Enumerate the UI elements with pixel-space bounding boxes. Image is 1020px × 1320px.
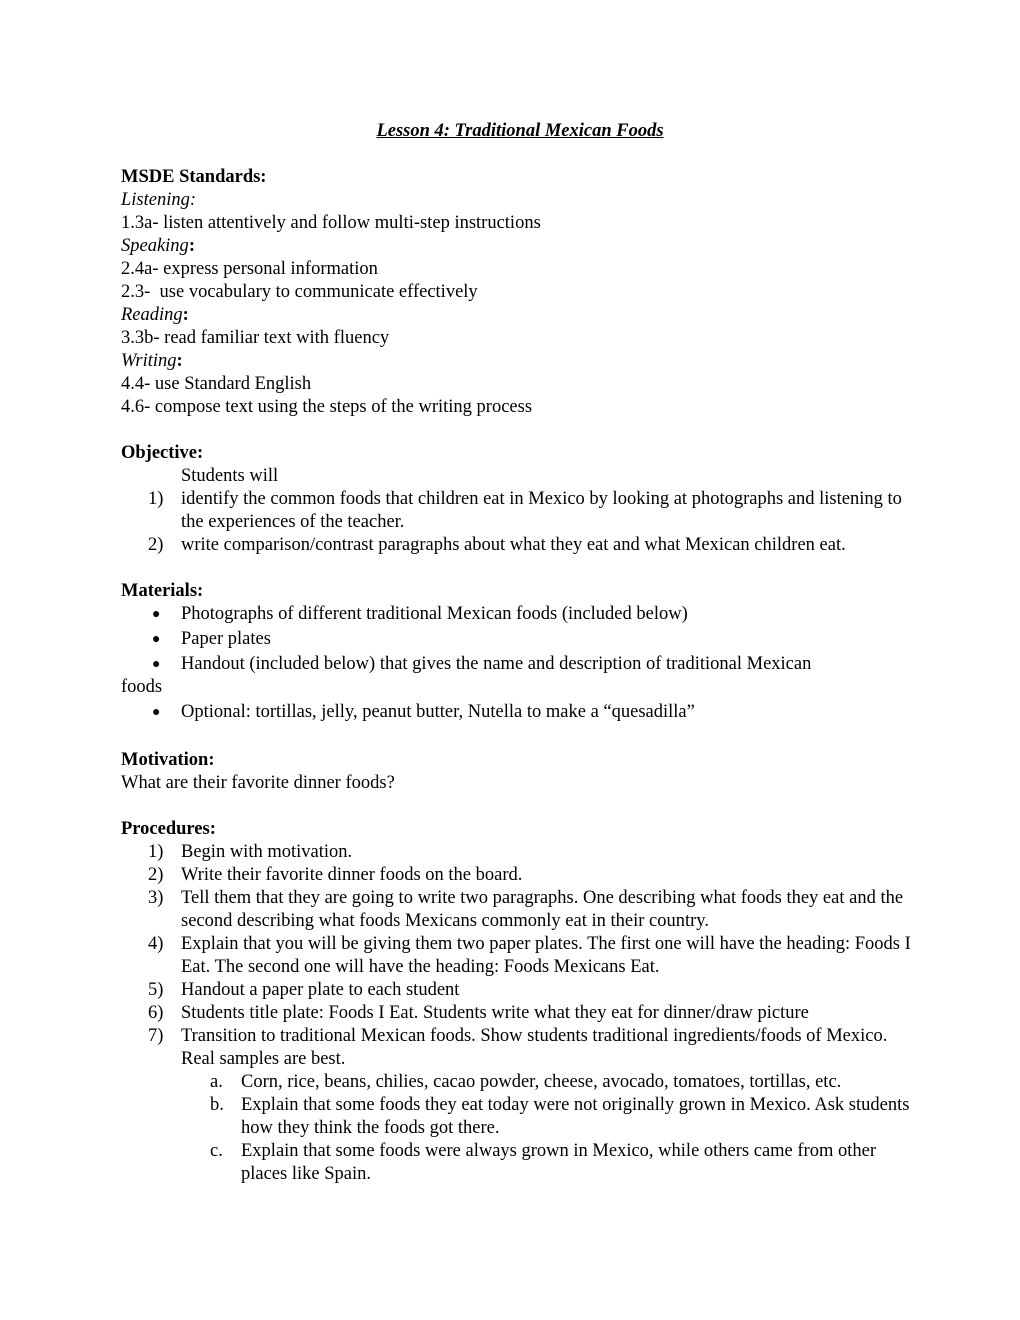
list-number: 6): [148, 1003, 164, 1023]
procedure-item: [121, 841, 911, 864]
bullet-icon: ●: [152, 705, 161, 720]
procedure-item: [121, 1025, 911, 1071]
list-text: Explain that some foods they eat today were not originally grown in Mexico. Ask students how they think the foods got there.: [241, 1095, 910, 1138]
list-text: Write their favorite dinner foods on the board.: [181, 865, 523, 885]
list-text: Explain that some foods were always grown in Mexico, while others came from other places like Spain.: [241, 1141, 876, 1184]
list-letter: b.: [210, 1095, 224, 1115]
list-letter: a.: [210, 1072, 223, 1092]
materials-heading: Materials:: [121, 581, 204, 601]
materials-item: [121, 628, 911, 651]
objective-intro: Students will: [181, 466, 279, 486]
procedures-heading: Procedures:: [121, 819, 216, 839]
page-title: Lesson 4: Traditional Mexican Foods: [376, 121, 664, 141]
reading-colon: :: [182, 305, 189, 325]
objective-item: [121, 488, 911, 534]
bullet-icon: ●: [152, 657, 161, 672]
list-letter: c.: [210, 1141, 223, 1161]
procedure-sub-item: [121, 1071, 911, 1094]
writing-label: Writing: [121, 351, 177, 371]
standards-heading: MSDE Standards:: [121, 167, 267, 187]
writing-label-line: [121, 350, 911, 373]
speaking-label-line: [121, 235, 911, 258]
procedure-item: [121, 1002, 911, 1025]
bullet-icon: ●: [152, 632, 161, 647]
list-text: Begin with motivation.: [181, 842, 353, 862]
procedure-item: [121, 887, 911, 933]
standard-item: 1.3a- listen attentively and follow multi-step instructions: [121, 213, 541, 233]
list-text: Corn, rice, beans, chilies, cacao powder, cheese, avocado, tomatoes, tortillas, etc.: [241, 1072, 842, 1092]
procedure-sub-item: [121, 1094, 911, 1140]
materials-item: [121, 701, 911, 724]
reading-label: Reading: [121, 305, 183, 325]
list-number: 5): [148, 980, 164, 1000]
listening-label: Listening:: [121, 190, 197, 210]
objective-item: [121, 534, 911, 557]
list-text: Handout (included below) that gives the name and description of traditional Mexican: [181, 654, 812, 674]
motivation-text: What are their favorite dinner foods?: [121, 773, 395, 793]
reading-label-line: [121, 304, 911, 327]
standard-item: 2.4a- express personal information: [121, 259, 378, 279]
list-text: Paper plates: [181, 629, 271, 649]
materials-item: [121, 653, 911, 699]
list-text: Handout a paper plate to each student: [181, 980, 460, 1000]
procedure-item: [121, 933, 911, 979]
motivation-heading: Motivation:: [121, 750, 215, 770]
list-number: 4): [148, 934, 164, 954]
writing-colon: :: [176, 351, 183, 371]
materials-item: [121, 603, 911, 626]
speaking-label: Speaking: [121, 236, 189, 256]
standard-item: 4.6- compose text using the steps of the writing process: [121, 397, 533, 417]
procedure-sub-item: [121, 1140, 911, 1186]
objective-heading: Objective:: [121, 443, 204, 463]
standard-item: 2.3- use vocabulary to communicate effectively: [121, 282, 478, 302]
list-number: 2): [148, 535, 164, 555]
list-text: Students title plate: Foods I Eat. Students write what they eat for dinner/draw picture: [181, 1003, 809, 1023]
list-number: 2): [148, 865, 164, 885]
list-number: 1): [148, 489, 164, 509]
list-text: Photographs of different traditional Mexican foods (included below): [181, 604, 688, 624]
list-text-continued: foods: [121, 677, 163, 697]
list-text: write comparison/contrast paragraphs about what they eat and what Mexican children eat.: [181, 535, 846, 555]
list-text: Tell them that they are going to write two paragraphs. One describing what foods they eat and the second describing what foods Mexicans commonly eat in their country.: [181, 888, 904, 931]
bullet-icon: ●: [152, 607, 161, 622]
speaking-colon: :: [188, 236, 195, 256]
procedure-item: [121, 864, 911, 887]
list-text: identify the common foods that children eat in Mexico by looking at photographs and listening to the experiences of the teacher.: [181, 489, 902, 532]
standard-item: 3.3b- read familiar text with fluency: [121, 328, 390, 348]
list-number: 3): [148, 888, 164, 908]
list-number: 1): [148, 842, 164, 862]
standard-item: 4.4- use Standard English: [121, 374, 312, 394]
list-number: 7): [148, 1026, 164, 1046]
list-text: Explain that you will be giving them two paper plates. The first one will have the heading: Foods I Eat. The second one will have the heading: Foods Mexicans Eat.: [181, 934, 911, 977]
list-text: Optional: tortillas, jelly, peanut butter, Nutella to make a “quesadilla”: [181, 702, 695, 722]
document-page: [121, 120, 911, 1186]
list-text: Transition to traditional Mexican foods. Show students traditional ingredients/foods of Mexico. Real samples are best.: [181, 1026, 888, 1069]
procedure-item: [121, 979, 911, 1002]
